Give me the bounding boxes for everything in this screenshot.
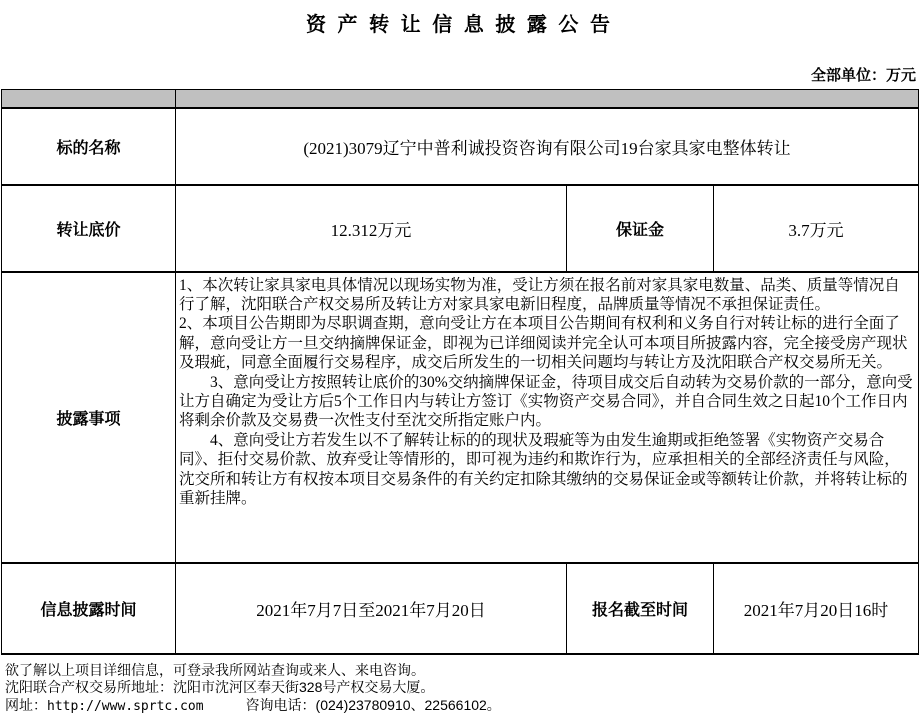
footer: [5, 662, 919, 715]
header-cell-right: [176, 90, 919, 108]
period-row: [2, 563, 919, 654]
website-prefix: 网址：: [5, 697, 47, 713]
period-value: 2021年7月7日至2021年7月20日: [176, 563, 567, 654]
deadline-label: 报名截至时间: [567, 563, 714, 654]
header-cell-left: [2, 90, 176, 108]
disclosure-paragraph-1: 1、本次转让家具家电具体情况以现场实物为准，受让方须在报名前对家具家电数量、品类、质量等情况自行了解，沈阳联合产权交易所及转让方对家具家电新旧程度，品牌质量等情况不承担保证责任。: [179, 276, 915, 315]
footer-line-contact: [5, 697, 919, 715]
footer-line-info: 欲了解以上项目详细信息，可登录我所网站查询或来人、来电咨询。: [5, 662, 919, 680]
subject-label: 标的名称: [2, 108, 176, 185]
unit-note: 全部单位：万元: [0, 64, 916, 85]
disclosure-paragraph-4: 4、意向受让方若发生以不了解转让标的的现状及瑕疵等为由发生逾期或拒绝签署《实物资产交易合同》、拒付交易价款、放弃受让等情形的，即可视为违约和欺诈行为，应承担相关的全部经济责任与风险，沈交所和转让方有权按本项目交易条件的有关约定扣除其缴纳的交易保证金或等额转让价款，并将转让标的重新挂牌。: [179, 431, 915, 509]
deadline-value: 2021年7月20日16时: [714, 563, 919, 654]
disclosure-text: [176, 272, 919, 563]
deposit-label: 保证金: [567, 185, 714, 272]
deposit-value: 3.7万元: [714, 185, 919, 272]
disclosure-row: [2, 272, 919, 563]
page-title: 资 产 转 让 信 息 披 露 公 告: [0, 0, 919, 37]
disclosure-table: [1, 89, 919, 655]
phone-numbers: 咨询电话：(024)23780910、22566102。: [246, 697, 501, 713]
price-label: 转让底价: [2, 185, 176, 272]
table-header-row: [2, 90, 919, 108]
price-row: [2, 185, 919, 272]
period-label: 信息披露时间: [2, 563, 176, 654]
subject-row: [2, 108, 919, 185]
footer-line-address: 沈阳联合产权交易所地址：沈阳市沈河区奉天街328号产权交易大厦。: [5, 679, 919, 697]
subject-value: (2021)3079辽宁中普利诚投资咨询有限公司19台家具家电整体转让: [176, 108, 919, 185]
website-url: http://www.sprtc.com: [47, 699, 204, 714]
disclosure-label: 披露事项: [2, 272, 176, 563]
disclosure-paragraph-2: 2、本项目公告期即为尽职调查期，意向受让方在本项目公告期间有权利和义务自行对转让标的进行全面了解，意向受让方一旦交纳摘牌保证金，即视为已详细阅读并完全认可本项目所披露内容，完全接受房产现状及瑕疵，同意全面履行交易程序，成交后所发生的一切相关问题均与转让方及沈阳联合产权交易所无关。: [179, 314, 915, 372]
disclosure-paragraph-3: 3、意向受让方按照转让底价的30%交纳摘牌保证金，待项目成交后自动转为交易价款的一部分，意向受让方自确定为受让方后5个工作日内与转让方签订《实物资产交易合同》，并自合同生效之日起10个工作日内将剩余价款及交易费一次性支付至沈交所指定账户内。: [179, 373, 915, 431]
price-value: 12.312万元: [176, 185, 567, 272]
